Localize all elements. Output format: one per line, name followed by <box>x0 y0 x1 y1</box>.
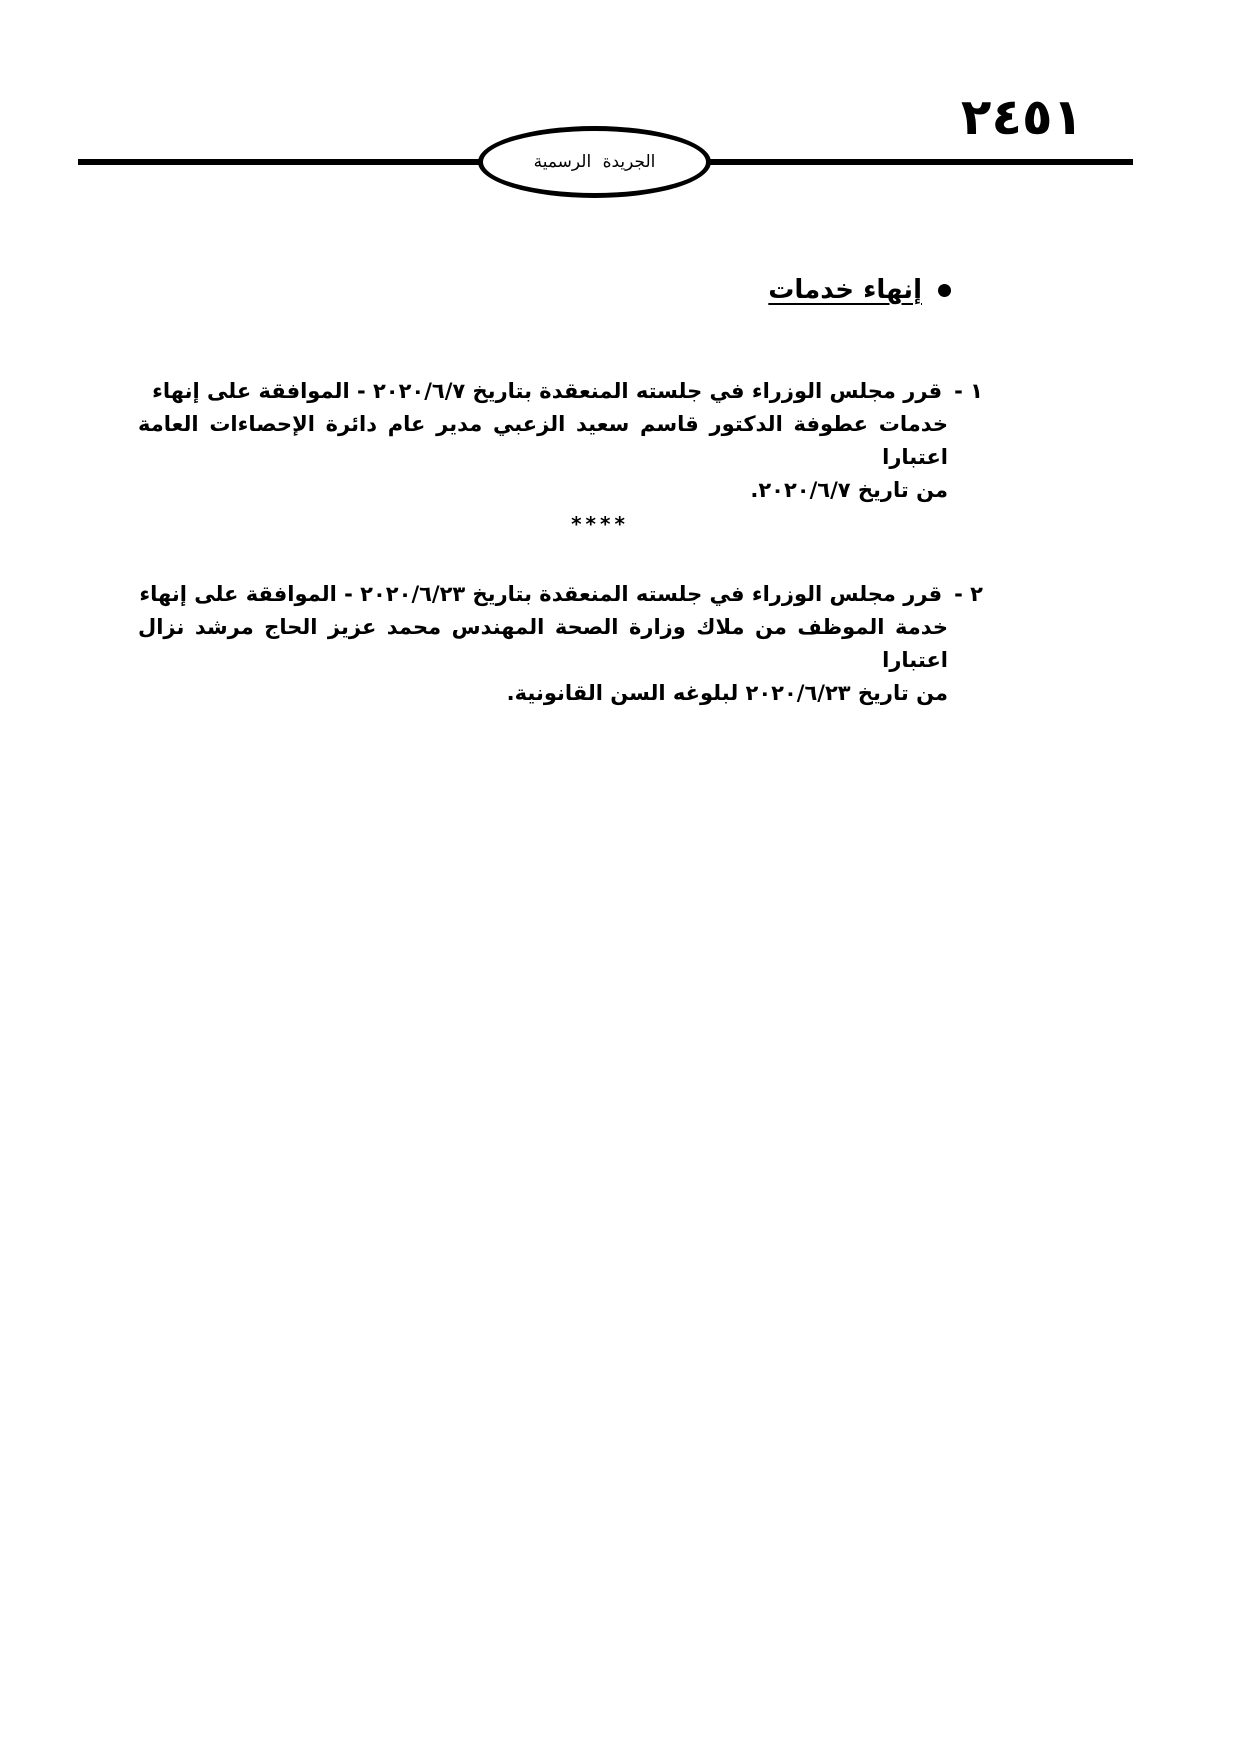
decision-item-line: خدمة الموظف من ملاك وزارة الصحة المهندس محمد عزيز الحاج مرشد نزال اعتبارا <box>138 615 948 672</box>
publication-name: الجريدة الرسمية <box>533 152 656 172</box>
bullet-icon <box>938 284 951 297</box>
decision-item-text: قرر مجلس الوزراء في جلسته المنعقدة بتاريخ ٢٠٢٠/٦/٢٣ - الموافقة على إنهاء <box>139 582 943 606</box>
decision-item-line <box>138 375 983 408</box>
decision-item-line: من تاريخ ٢٠٢٠/٦/٢٣ لبلوغه السن القانونية. <box>506 681 948 705</box>
decision-item-number: ١ - <box>954 379 983 403</box>
decision-item-line: خدمات عطوفة الدكتور قاسم سعيد الزعبي مدير عام دائرة الإحصاءات العامة اعتبارا <box>138 412 948 469</box>
publication-oval <box>478 126 711 198</box>
section-heading-text: إنهاء خدمات <box>768 275 922 305</box>
section-heading <box>768 275 951 305</box>
decision-item-line <box>138 578 983 611</box>
decision-item-number: ٢ - <box>954 582 983 606</box>
decision-item-1 <box>138 375 983 507</box>
decision-item-text: قرر مجلس الوزراء في جلسته المنعقدة بتاريخ ٢٠٢٠/٦/٧ - الموافقة على إنهاء <box>152 379 943 403</box>
separator-stars: **** <box>571 512 629 536</box>
decision-item-line: من تاريخ ٢٠٢٠/٦/٧. <box>750 478 948 502</box>
decision-item-2 <box>138 578 983 710</box>
page-number: ٢٤٥١ <box>960 88 1083 146</box>
